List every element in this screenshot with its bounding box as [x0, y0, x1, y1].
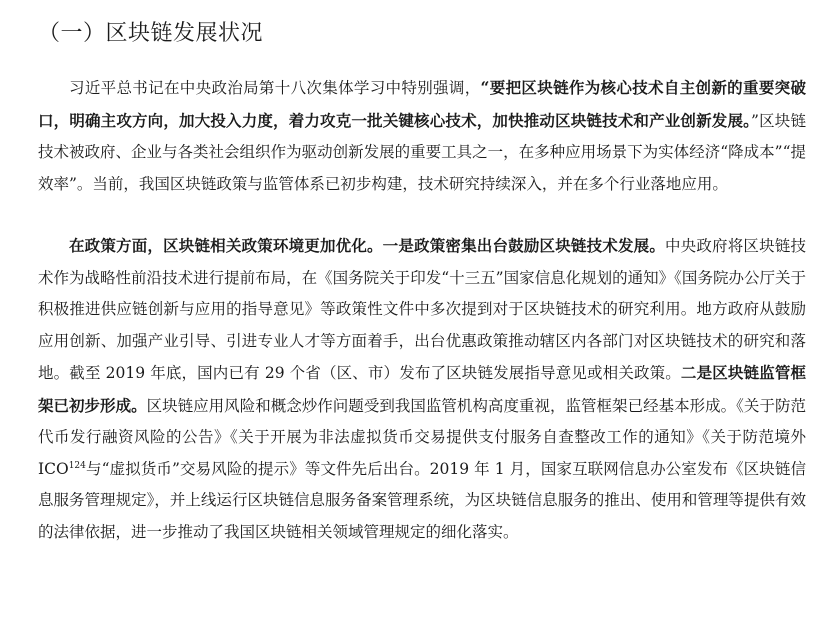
paragraph-2-text-1: 中央政府将区块链技术作为战略性前沿技术进行提前布局，在《国务院关于印发“十三五”国家信息化规划的通知》《国务院办公厅关于积极推进供应链创新与应用的指导意见》等政策性文件中多次提到对于区块链技术的研究利用。地方政府从鼓励应用创新、加强产业引导、引进专业人才等方面着手，出台优惠政策推动辖区内各部门对区块链技术的研究和落地。截至 2019 年底，国内已有 29 个省（区、市）发布了区块链发展指导意见或相关政策。	[38, 237, 806, 382]
paragraph-1-intro: 习近平总书记在中央政治局第十八次集体学习中特别强调，	[69, 79, 481, 97]
paragraph-1-quote-close: ”	[751, 111, 759, 130]
paragraph-2-bold-lead: 在政策方面，区块链相关政策环境更加优化。一是政策密集出台鼓励区块链技术发展。	[69, 236, 665, 255]
section-title: （一）区块链发展状况	[38, 21, 264, 46]
paragraph-2-text-2b: 与“虚拟货币”交易风险的提示》等文件先后出台。2019 年 1 月，国家互联网信息办公室发布《区块链信息服务管理规定》，并上线运行区块链信息服务备案管理系统，为区块链信息服务的推出、使用和管理等提供有效的法律依据，进一步推动了我国区块链相关领域管理规定的细化落实。	[38, 459, 806, 541]
paragraph-2	[38, 230, 806, 548]
paragraph-1-rest: 区块链技术被政府、企业与各类社会组织作为驱动创新发展的重要工具之一，在多种应用场景下为实体经济“降成本”“提效率”。当前，我国区块链政策与监管体系已初步构建，技术研究持续深入，并在多个行业落地应用。	[38, 111, 806, 193]
paragraph-1	[38, 72, 806, 200]
footnote-marker: 124	[68, 460, 86, 471]
paragraph-2-bold-second: 二是区块链监管框架已初步形成。	[38, 363, 806, 415]
paragraph-2-text-2a: 区块链应用风险和概念炒作问题受到我国监管机构高度重视，监管框架已经基本形成。《关于防范代币发行融资风险的公告》《关于开展为非法虚拟货币交易提供支付服务自查整改工作的通知》《关于防范境外 ICO	[38, 396, 806, 478]
paragraph-1-bold-quote: “要把区块链作为核心技术自主创新的重要突破口，明确主攻方向，加大投入力度，着力攻克一批关键核心技术，加快推动区块链技术和产业创新发展。	[38, 78, 806, 130]
